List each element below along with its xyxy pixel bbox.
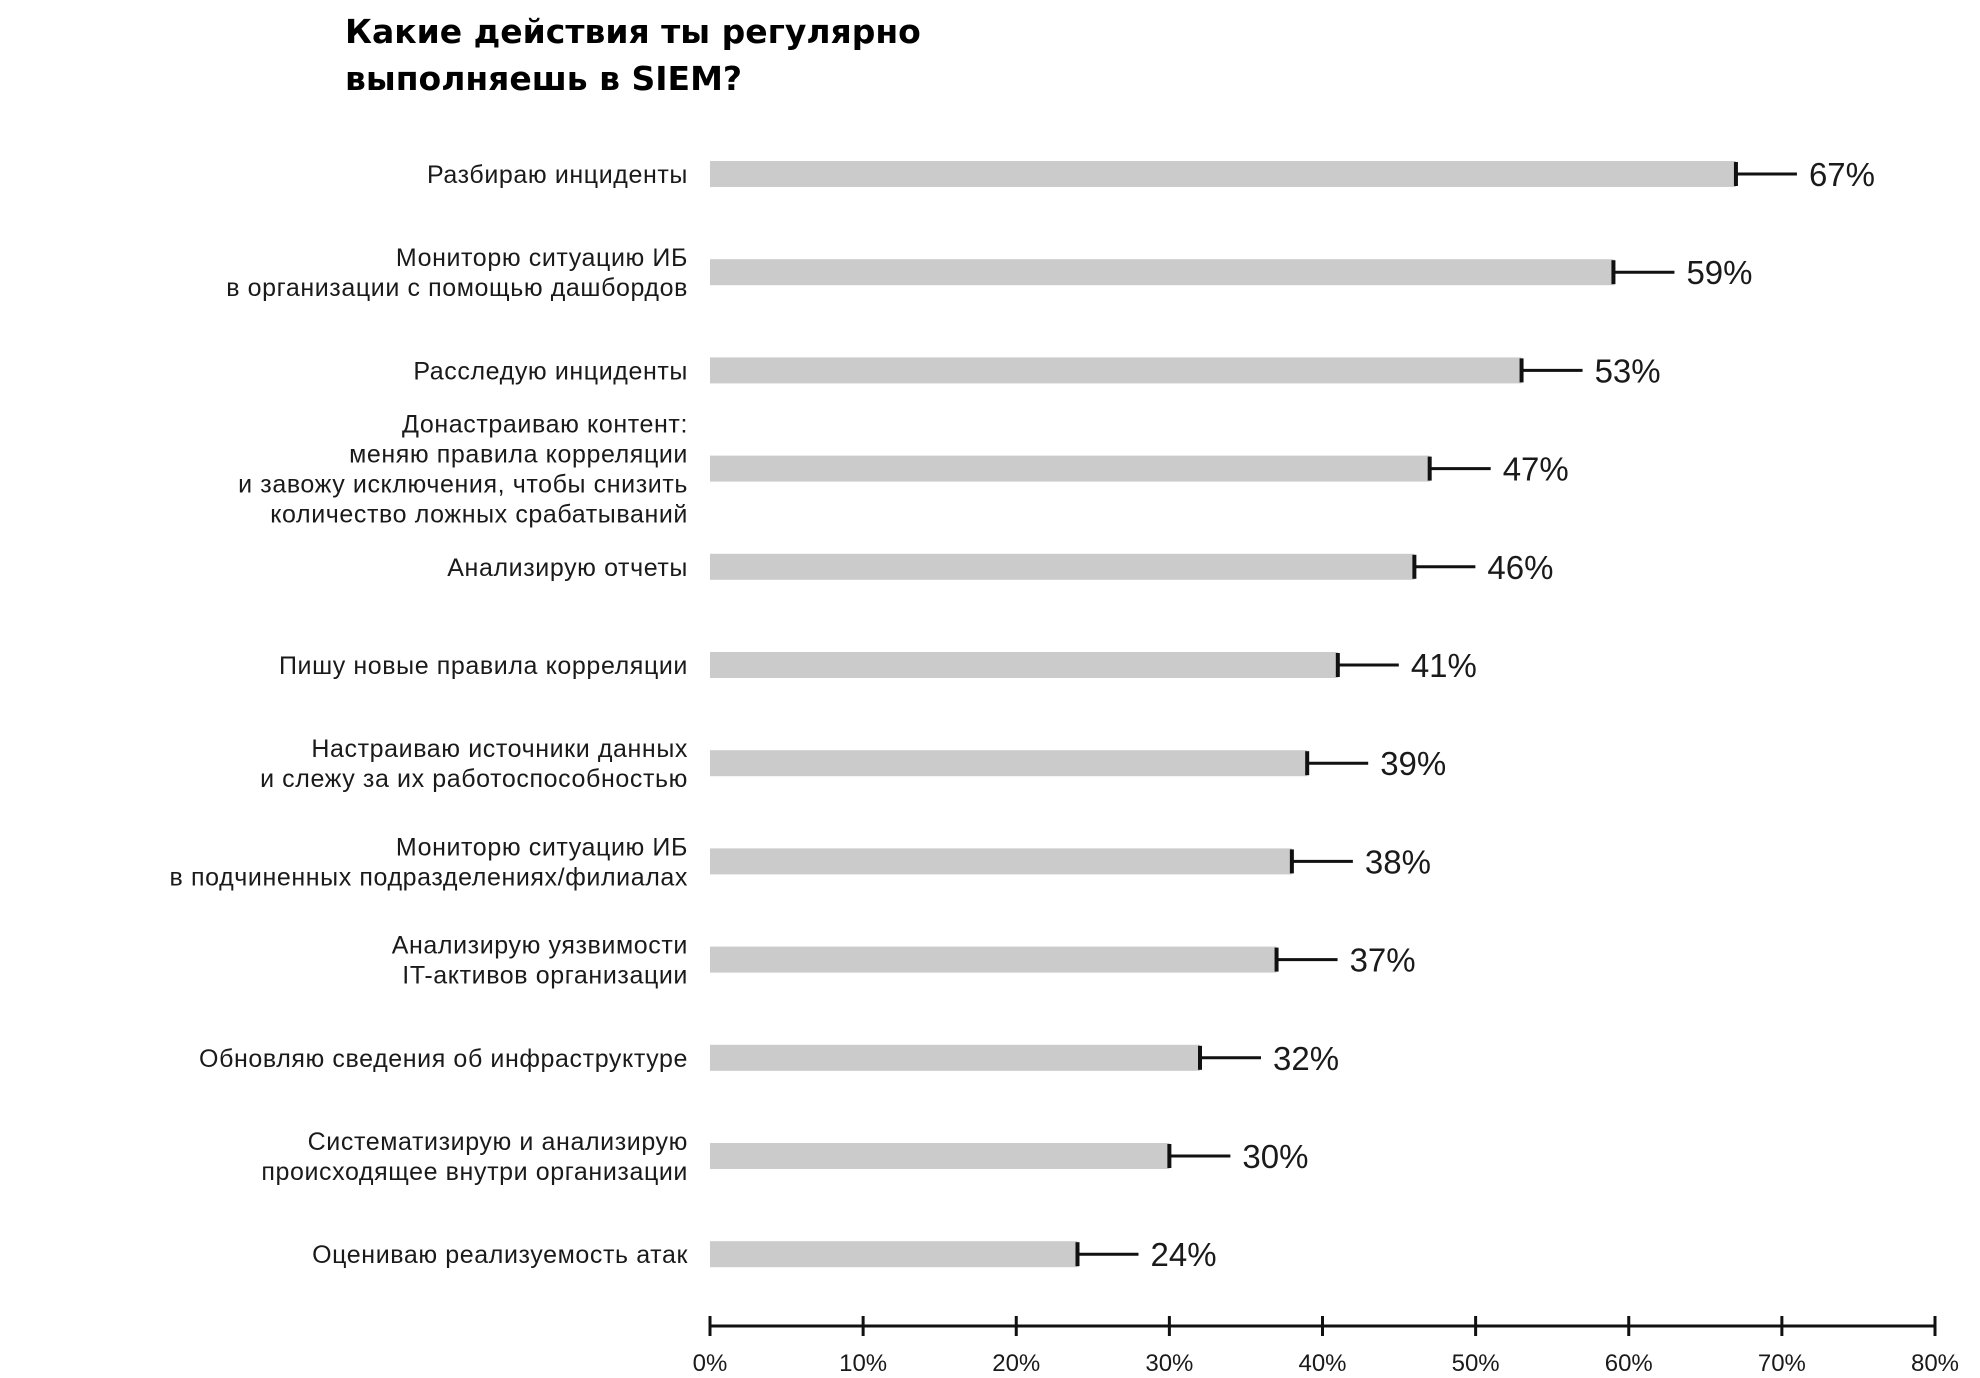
category-label: меняю правила корреляции: [349, 440, 688, 469]
category-label: происходящее внутри организации: [261, 1158, 688, 1186]
category-label: Систематизирую и анализирую: [307, 1128, 688, 1156]
category-label: Расследую инциденты: [413, 357, 688, 386]
bar: [710, 947, 1277, 973]
category-label: количество ложных срабатываний: [270, 500, 688, 529]
value-label: 67%: [1808, 156, 1875, 193]
x-tick-label: 30%: [1145, 1350, 1194, 1377]
bar: [710, 652, 1338, 678]
category-label: Мониторю ситуацию ИБ: [395, 244, 688, 273]
x-tick-label: 50%: [1451, 1350, 1500, 1377]
value-label: 38%: [1364, 843, 1431, 881]
category-label: Мониторю ситуацию ИБ: [395, 833, 688, 862]
category-label: Анализирую уязвимости: [391, 931, 688, 960]
bar: [710, 848, 1292, 874]
bar: [710, 750, 1307, 776]
value-label: 30%: [1242, 1138, 1309, 1175]
category-label: Оцениваю реализуемость атак: [312, 1241, 688, 1270]
bar: [710, 554, 1414, 580]
category-label: и слежу за их работоспособностью: [260, 765, 688, 794]
bar: [710, 456, 1430, 482]
value-label: 24%: [1150, 1236, 1217, 1274]
x-tick-label: 60%: [1604, 1350, 1653, 1377]
bar: [710, 1241, 1078, 1267]
value-label: 53%: [1594, 352, 1661, 390]
category-label: Анализирую отчеты: [447, 553, 688, 582]
value-label: 41%: [1410, 647, 1477, 684]
x-tick-label: 0%: [692, 1350, 728, 1377]
value-label: 59%: [1686, 254, 1753, 292]
category-label: в организации с помощью дашбордов: [226, 274, 688, 303]
category-label: и завожу исключения, чтобы снизить: [238, 470, 688, 499]
value-label: 37%: [1349, 941, 1416, 979]
category-label: Донастраиваю контент:: [402, 410, 688, 439]
x-tick-label: 70%: [1757, 1350, 1806, 1377]
bar: [710, 161, 1736, 187]
value-label: 47%: [1502, 450, 1569, 488]
bar: [710, 1143, 1169, 1169]
bar: [710, 357, 1522, 383]
category-label: Пишу новые правила корреляции: [278, 652, 688, 680]
bar: [710, 1045, 1200, 1071]
value-label: 32%: [1273, 1039, 1340, 1077]
x-tick-label: 40%: [1298, 1350, 1347, 1377]
x-tick-label: 80%: [1910, 1350, 1960, 1377]
x-tick-label: 20%: [992, 1350, 1041, 1377]
value-label: 46%: [1487, 548, 1554, 586]
chart-title-line: выполняешь в SIEM?: [345, 59, 743, 98]
chart-title-line: Какие действия ты регулярно: [345, 12, 921, 51]
value-label: 39%: [1380, 745, 1447, 783]
category-label: Настраиваю источники данных: [311, 735, 688, 764]
category-label: IT-активов организации: [402, 961, 688, 990]
x-tick-label: 10%: [839, 1350, 888, 1377]
bar: [710, 259, 1613, 285]
category-label: Обновляю сведения об инфраструктуре: [199, 1044, 688, 1073]
category-label: Разбираю инциденты: [426, 161, 688, 189]
category-label: в подчиненных подразделениях/филиалах: [169, 863, 688, 892]
